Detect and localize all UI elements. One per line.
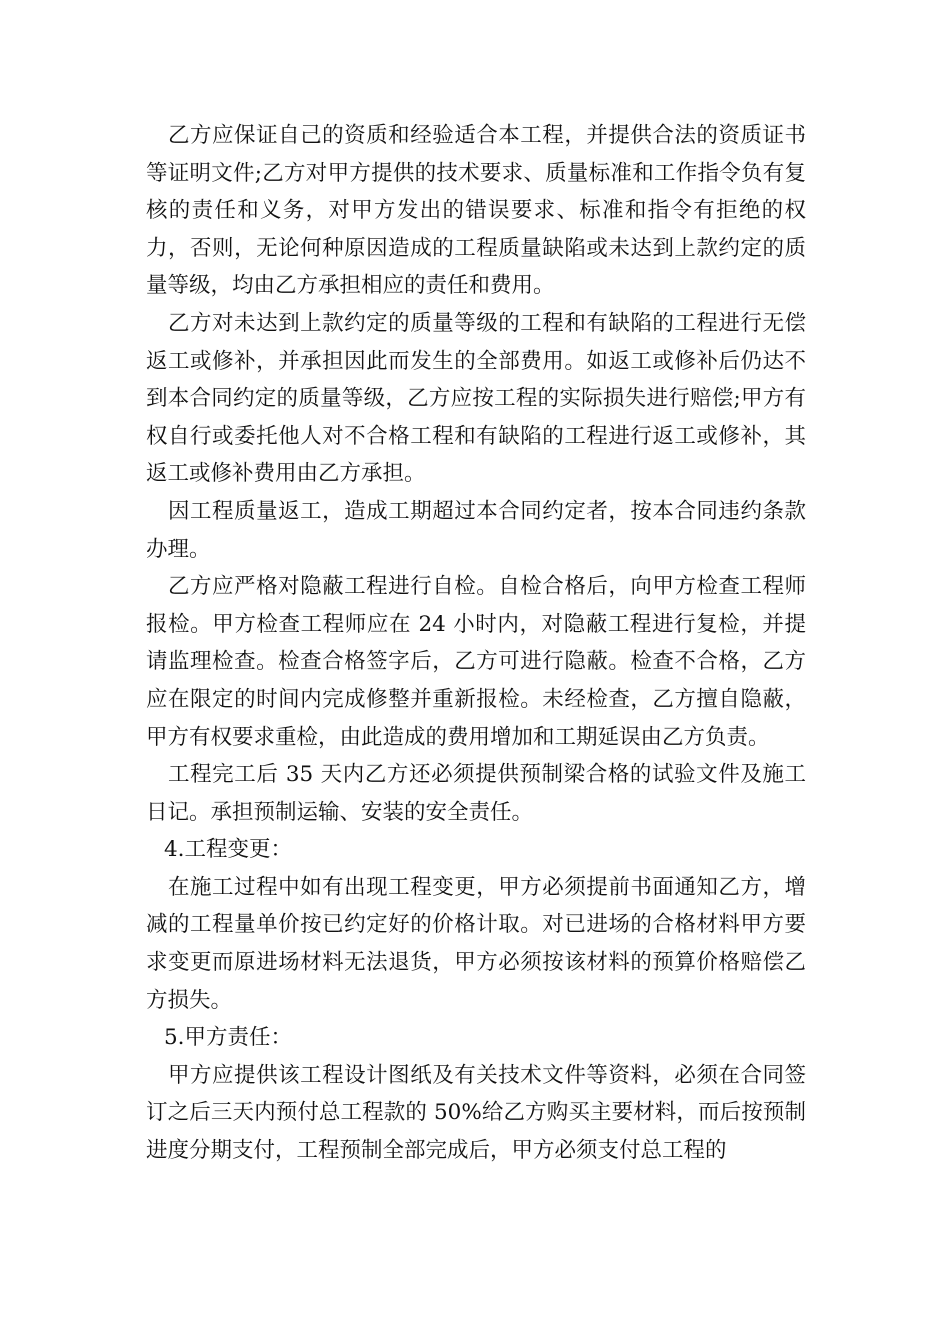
paragraph-changes: 在施工过程中如有出现工程变更，甲方必须提前书面通知乙方，增减的工程量单价按已约定好的价格计取。对已进场的合格材料甲方要求变更而原进场材料无法退货，甲方必须按该材料的预算价格赔偿乙方损失。 (146, 874, 806, 1013)
paragraph-hidden-works: 乙方应严格对隐蔽工程进行自检。自检合格后，向甲方检查工程师报检。甲方检查工程师应在 24 小时内，对隐蔽工程进行复检，并提请监理检查。检查合格签字后，乙方可进行隐蔽。检查不合格，乙方应在限定的时间内完成修整并重新报检。未经检查，乙方擅自隐蔽，甲方有权要求重检，由此造成的费用增加和工期延误由乙方负责。 (146, 574, 806, 750)
paragraph-delay: 因工程质量返工，造成工期超过本合同约定者，按本合同违约条款办理。 (146, 498, 806, 562)
document-body (146, 117, 806, 1170)
paragraph-party-a: 甲方应提供该工程设计图纸及有关技术文件等资料，必须在合同签订之后三天内预付总工程款的 50%给乙方购买主要材料，而后按预制进度分期支付，工程预制全部完成后，甲方必须支付总工程的 (146, 1062, 806, 1164)
paragraph-completion: 工程完工后 35 天内乙方还必须提供预制梁合格的试验文件及施工日记。承担预制运输、安装的安全责任。 (146, 762, 806, 825)
section-heading-changes: 4.工程变更： (164, 837, 293, 863)
paragraph-rework: 乙方对未达到上款约定的质量等级的工程和有缺陷的工程进行无偿返工或修补，并承担因此而发生的全部费用。如返工或修补后仍达不到本合同约定的质量等级，乙方应按工程的实际损失进行赔偿;甲方有权自行或委托他人对不合格工程和有缺陷的工程进行返工或修补，其返工或修补费用由乙方承担。 (146, 310, 806, 487)
section-heading-party-a: 5.甲方责任： (164, 1025, 293, 1051)
paragraph-qualification: 乙方应保证自己的资质和经验适合本工程，并提供合法的资质证书等证明文件;乙方对甲方提供的技术要求、质量标准和工作指令负有复核的责任和义务，对甲方发出的错误要求、标准和指令有拒绝的权力，否则，无论何种原因造成的工程质量缺陷或未达到上款约定的质量等级，均由乙方承担相应的责任和费用。 (146, 123, 806, 299)
